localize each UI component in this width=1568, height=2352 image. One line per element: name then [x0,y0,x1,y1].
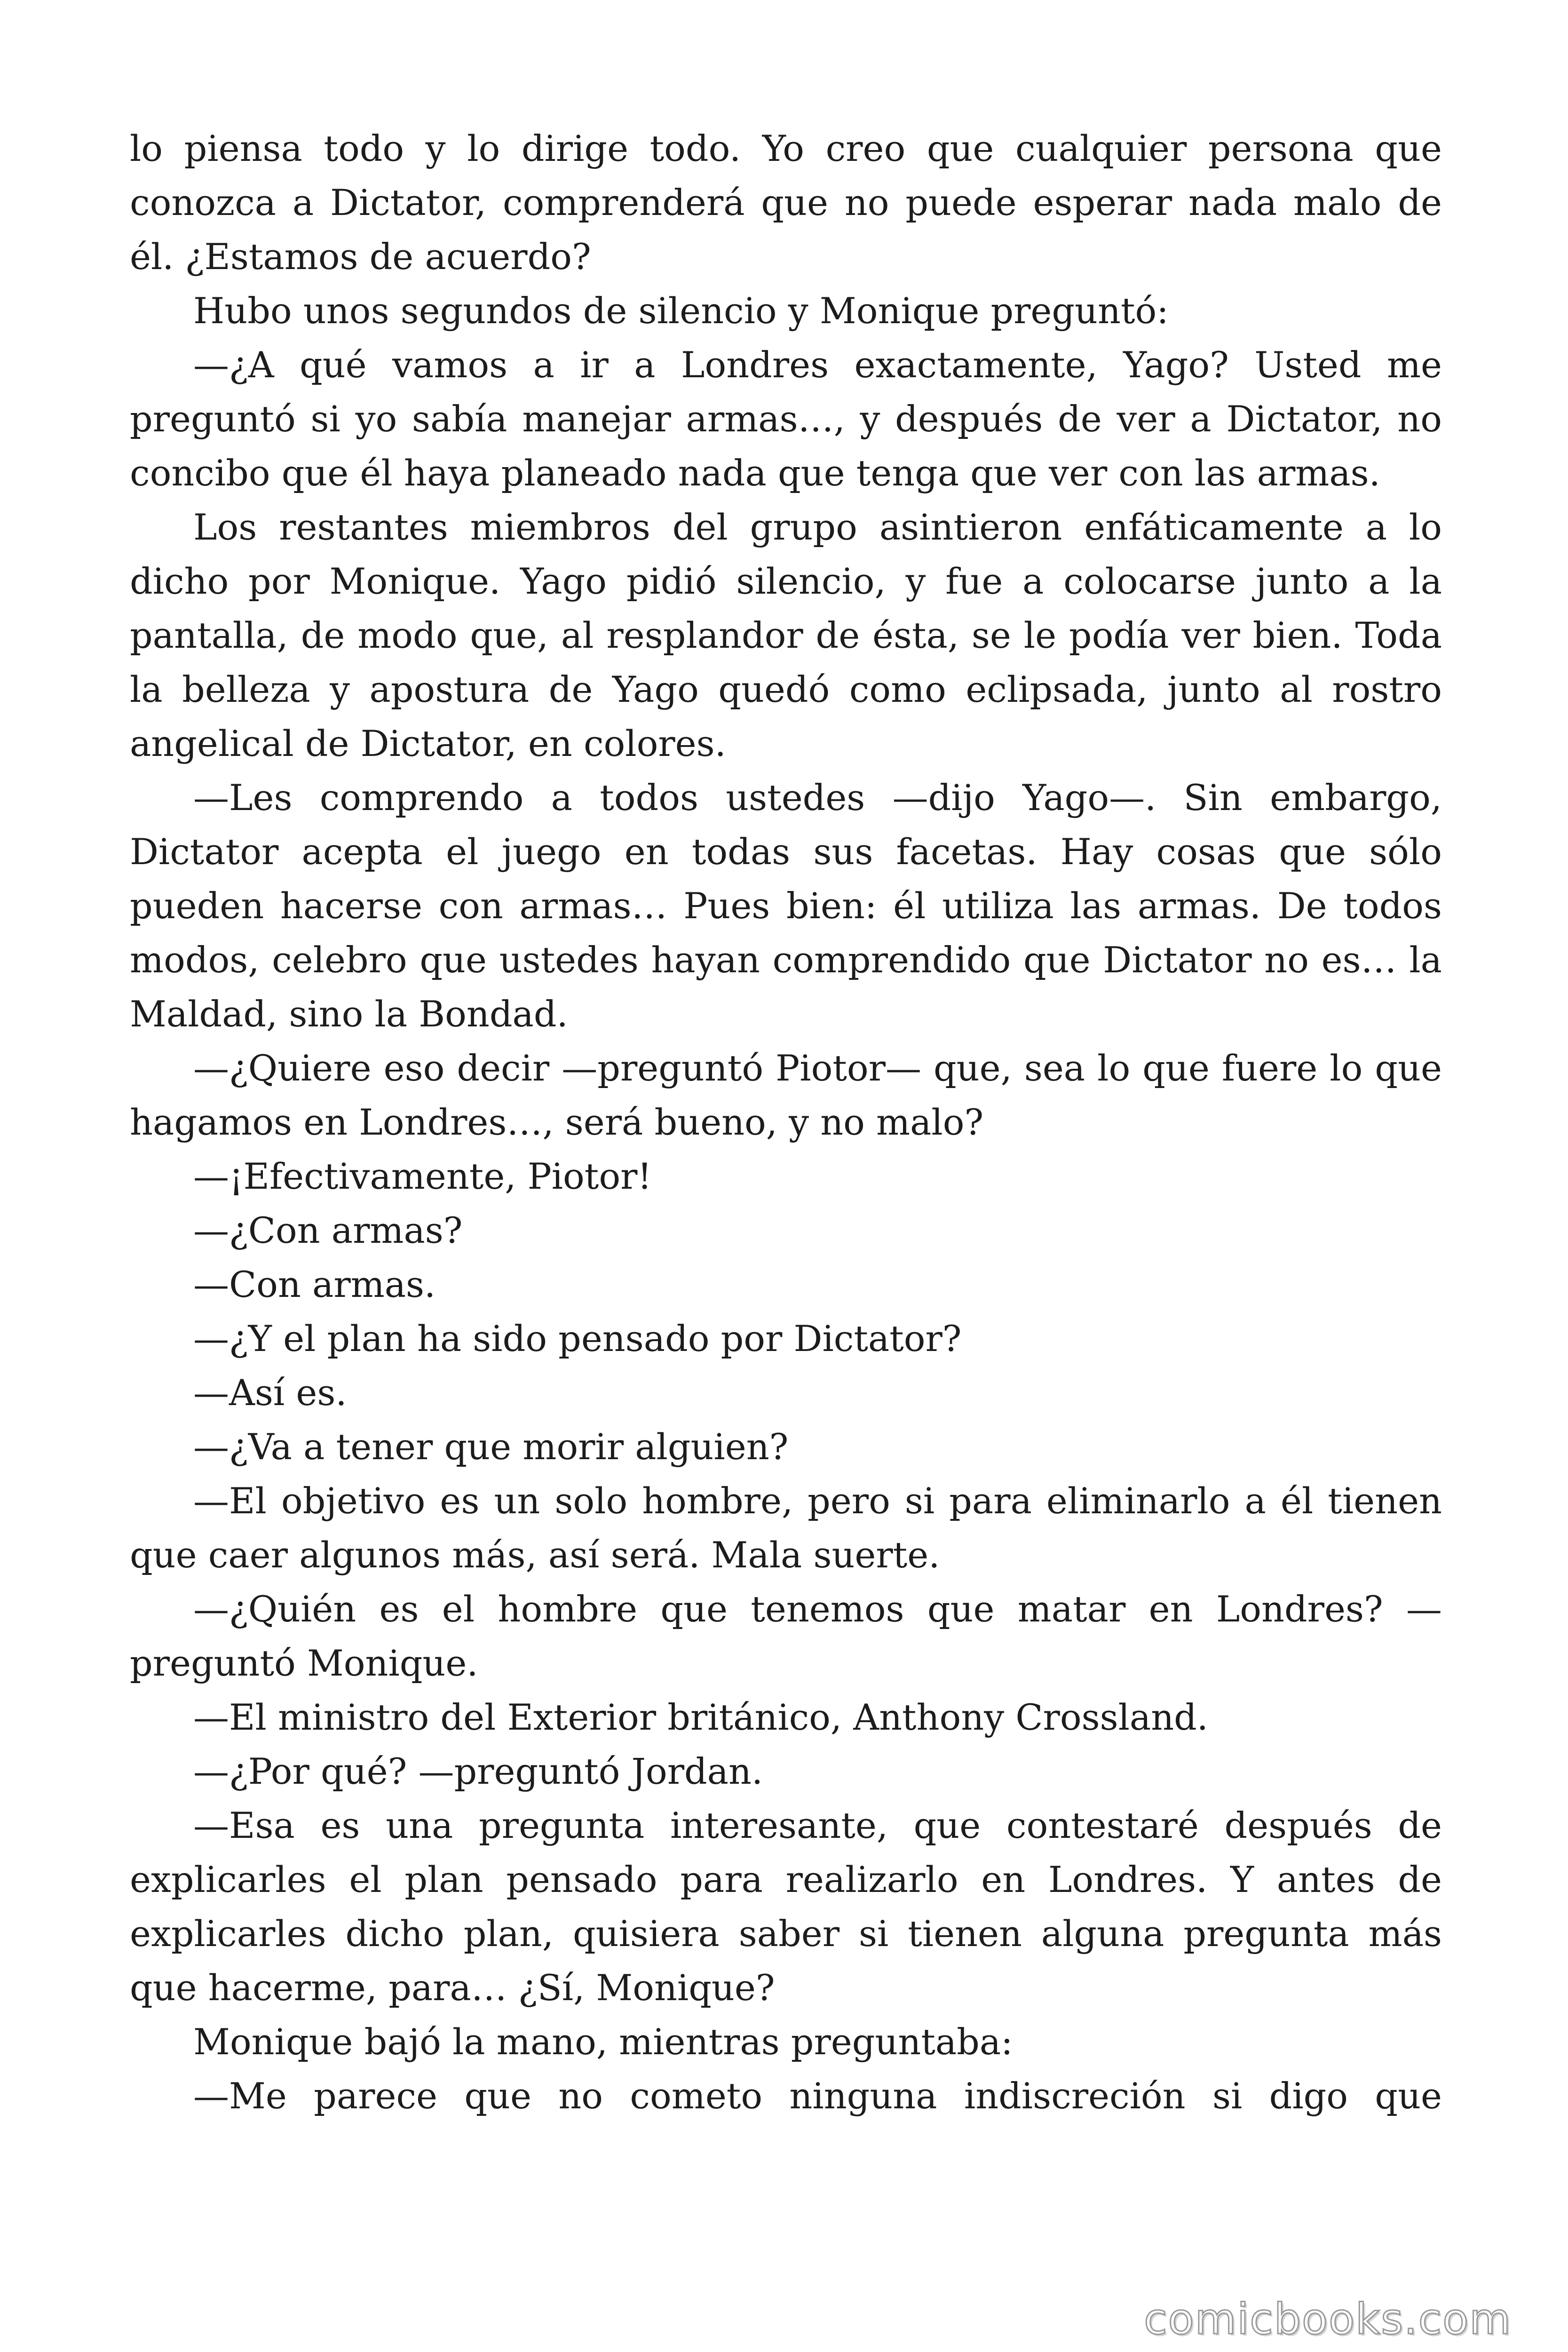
dialogue-line: —¡Efectivamente, Piotor! [193,1155,652,1197]
dialogue-line: —¿A qué vamos a ir a Londres exactamente, Yago? Usted me preguntó si yo sabía manejar armas…, y después de ver a Dictator, no concibo que él haya planeado nada que tenga que ver con las armas. [130,344,1442,494]
dialogue-line: —Así es. [193,1372,347,1414]
dialogue-line: —¿Quién es el hombre que tenemos que matar en Londres? —preguntó Monique. [130,1588,1442,1684]
paragraph-continuation: lo piensa todo y lo dirige todo. Yo creo que cualquier persona que conozca a Dictator, comprenderá que no puede esperar nada malo de él. ¿Estamos de acuerdo? [130,127,1442,278]
dialogue-line: —Esa es una pregunta interesante, que contestaré después de explicarles el plan pensado para realizarlo en Londres. Y antes de explicarles dicho plan, quisiera saber si tienen alguna pregunta más que hacerme, para… ¿Sí, Monique? [130,1804,1442,2009]
dialogue-line: —Les comprendo a todos ustedes —dijo Yago—. Sin embargo, Dictator acepta el juego en todas sus facetas. Hay cosas que sólo pueden hacerse con armas… Pues bien: él utiliza las armas. De todos modos, celebro que ustedes hayan comprendido que Dictator no es… la Maldad, sino la Bondad. [130,777,1442,1035]
paragraph: Hubo unos segundos de silencio y Monique preguntó: [193,290,1169,332]
watermark-logo: comicbooks.com [1144,2295,1512,2344]
dialogue-line: —¿Por qué? —preguntó Jordan. [193,1750,763,1792]
paragraph: Los restantes miembros del grupo asintieron enfáticamente a lo dicho por Monique. Yago pidió silencio, y fue a colocarse junto a la pantalla, de modo que, al resplandor de ésta, se le podía ver bien. Toda la belleza y apostura de Yago quedó como eclipsada, junto al rostro angelical de Dictator, en colores. [130,506,1442,764]
paragraph: Monique bajó la mano, mientras preguntaba: [193,2021,1013,2063]
dialogue-line: —¿Va a tener que morir alguien? [193,1426,789,1468]
dialogue-line: —¿Con armas? [193,1209,463,1251]
dialogue-line: —El objetivo es un solo hombre, pero si para eliminarlo a él tienen que caer algunos más, así será. Mala suerte. [130,1480,1442,1576]
body-text [130,121,1442,2123]
dialogue-line: —¿Y el plan ha sido pensado por Dictator? [193,1318,962,1359]
dialogue-line-continues: —Me parece que no cometo ninguna indiscreción si digo que [193,2075,1442,2117]
dialogue-line: —Con armas. [193,1263,436,1305]
dialogue-line: —¿Quiere eso decir —preguntó Piotor— que, sea lo que fuere lo que hagamos en Londres…, será bueno, y no malo? [130,1047,1442,1143]
dialogue-line: —El ministro del Exterior británico, Anthony Crossland. [193,1696,1208,1738]
